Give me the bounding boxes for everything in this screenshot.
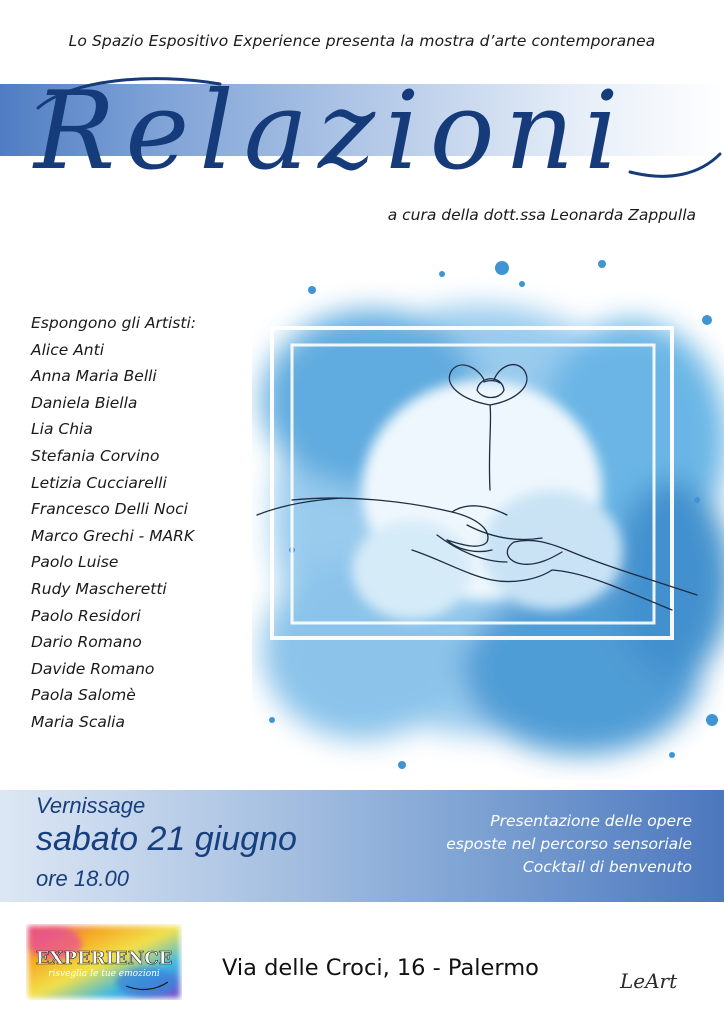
event-detail-line: Presentazione delle opere [490,812,692,830]
event-date: sabato 21 giugno [36,820,297,858]
curator-line: a cura della dott.ssa Leonarda Zappulla [387,206,696,224]
artist-name: Letizia Cucciarelli [31,473,167,492]
artist-name: Davide Romano [31,659,155,678]
artist-name: Alice Anti [31,340,105,359]
venue-address: Via delle Croci, 16 - Palermo [222,955,539,981]
exhibition-title [30,50,724,200]
logo-name: EXPERIENCE [35,948,173,969]
signature-text: LeArt [620,969,678,993]
watercolor-artwork [252,250,724,780]
artists-heading: Espongono gli Artisti: [31,314,196,332]
artist-name: Dario Romano [31,633,142,652]
artist-name: Paolo Luise [31,553,119,572]
event-details [446,810,692,879]
artist-name: Marco Grechi - MARK [31,526,195,545]
artist-name: Rudy Mascheretti [31,579,167,598]
artist-name: Paola Salomè [31,686,136,705]
vernissage-label: Vernissage [36,793,146,818]
artists-list [31,310,196,736]
event-detail-line: Cocktail di benvenuto [522,858,692,876]
artist-name: Lia Chia [31,420,93,439]
leart-signature [618,958,688,998]
title-text: Relazioni [34,69,629,194]
experience-logo [26,924,182,1000]
artist-name: Anna Maria Belli [31,367,157,386]
artist-name: Stefania Corvino [31,446,160,465]
artist-name: Paolo Residori [31,606,141,625]
artist-name: Daniela Biella [31,393,138,412]
intro-line: Lo Spazio Espositivo Experience presenta la mostra d’arte contemporanea [68,32,656,50]
event-time: ore 18.00 [36,866,129,891]
artist-name: Maria Scalia [31,712,125,731]
logo-tagline: risveglia le tue emozioni [48,969,160,979]
event-detail-line: esposte nel percorso sensoriale [446,835,692,853]
artist-name: Francesco Delli Noci [31,500,188,519]
